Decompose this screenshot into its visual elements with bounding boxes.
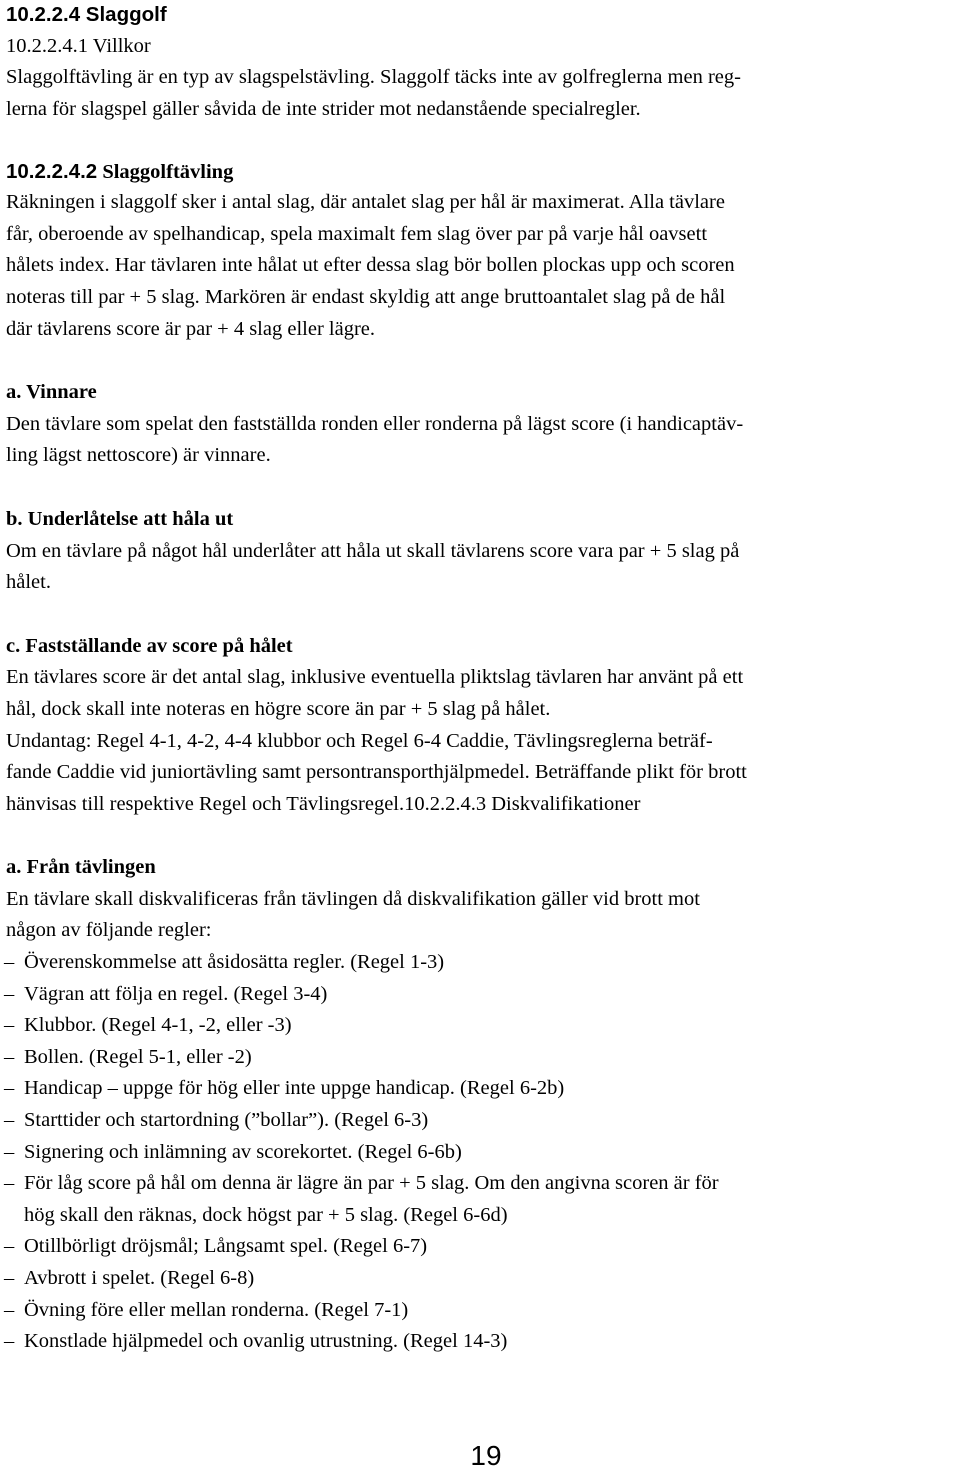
rule-list-item <box>6 1073 956 1105</box>
rule-list-item <box>6 1263 956 1295</box>
rule-list-item-text: Avbrott i spelet. (Regel 6-8) <box>24 1267 255 1289</box>
paragraph-fran-tavlingen <box>6 852 956 1358</box>
document-page <box>6 0 956 1358</box>
list-dash: – <box>4 1172 15 1195</box>
subsection-villkor <box>6 30 956 125</box>
rule-list-item <box>6 1105 956 1137</box>
list-dash: – <box>4 1109 15 1132</box>
rule-list-item-text: För låg score på hål om denna är lägre än par + 5 slag. Om den angivna scoren är för <box>24 1172 719 1195</box>
fran-tavlingen-heading: a. Från tävlingen <box>6 856 156 879</box>
rule-list-item-text: hög skall den räknas, dock högst par + 5 slag. (Regel 6-6d) <box>24 1203 508 1226</box>
underlatelse-line-2: hålet. <box>6 571 51 594</box>
fran-tavlingen-intro-line-1: En tävlare skall diskvalificeras från tävlingen då diskvalifikation gäller vid brott mot <box>6 887 700 910</box>
subsection-slaggolftavling <box>6 157 956 345</box>
rule-list-item-text: Vägran att följa en regel. (Regel 3-4) <box>24 982 328 1005</box>
subsection-slaggolftavling-title: Slaggolftävling <box>102 161 234 184</box>
slaggolftavling-line-1: Räkningen i slaggolf sker i antal slag, där antalet slag per hål är maximerat. Alla tävlare <box>6 191 725 214</box>
list-dash: – <box>4 1235 15 1258</box>
rule-list-item <box>6 1010 956 1042</box>
rule-list-item-text: Signering och inlämning av scorekortet. (Regel 6-6b) <box>24 1140 462 1163</box>
faststallande-heading: c. Fastställande av score på hålet <box>6 634 293 657</box>
faststallande-line-2: hål, dock skall inte noteras en högre score än par + 5 slag på hålet. <box>6 697 551 720</box>
list-dash: – <box>4 1267 15 1289</box>
vinnare-line-1: Den tävlare som spelat den fastställda ronden eller ronderna på lägst score (i handicaptäv- <box>6 412 744 435</box>
slaggolftavling-line-5: där tävlarens score är par + 4 slag eller lägre. <box>6 317 375 340</box>
underlatelse-line-1: Om en tävlare på något hål underlåter att håla ut skall tävlarens score vara par + 5 slag på <box>6 539 740 562</box>
villkor-line-2: lerna för slagspel gäller såvida de inte strider mot nedanstående specialregler. <box>6 97 641 120</box>
rule-list-item <box>6 1326 956 1358</box>
faststallande-line-4: fande Caddie vid juniortävling samt persontransporthjälpmedel. Beträffande plikt för brott <box>6 761 747 784</box>
section-heading-title: Slaggolf <box>85 3 167 26</box>
page-number: 19 <box>470 1440 502 1471</box>
subsection-slaggolftavling-heading <box>6 157 956 187</box>
subsection-slaggolftavling-number: 10.2.2.4.2 <box>6 160 98 184</box>
rule-list-item <box>6 947 956 979</box>
rule-list-item-text: Starttider och startordning (”bollar”). (Regel 6-3) <box>24 1109 429 1132</box>
list-dash: – <box>4 1014 15 1037</box>
paragraph-faststallande <box>6 631 956 821</box>
rule-list-item-text: Otillbörligt dröjsmål; Långsamt spel. (Regel 6-7) <box>24 1235 428 1258</box>
list-dash: – <box>4 982 15 1005</box>
section-heading-number: 10.2.2.4 <box>6 3 81 26</box>
faststallande-line-1: En tävlares score är det antal slag, inklusive eventuella pliktslag tävlaren har använt på ett <box>6 666 744 689</box>
list-dash: – <box>4 1077 15 1100</box>
rule-list-item-text: Klubbor. (Regel 4-1, -2, eller -3) <box>24 1014 292 1037</box>
villkor-line-1: Slaggolftävling är en typ av slagspelstävling. Slaggolf täcks inte av golfreglerna men reg- <box>6 66 741 88</box>
list-dash: – <box>4 951 15 974</box>
list-dash: – <box>4 1298 15 1321</box>
rule-list-item <box>6 1042 956 1074</box>
slaggolftavling-line-4: noteras till par + 5 slag. Markören är endast skyldig att ange bruttoantalet slag på de hål <box>6 285 726 308</box>
rule-list-item-text: Överenskommelse att åsidosätta regler. (Regel 1-3) <box>24 951 445 974</box>
section-heading <box>6 0 956 30</box>
paragraph-vinnare <box>6 377 956 472</box>
rule-list-item-text: Handicap – uppge för hög eller inte uppge handicap. (Regel 6-2b) <box>24 1077 565 1100</box>
vinnare-heading: a. Vinnare <box>6 381 97 404</box>
slaggolftavling-line-2: får, oberoende av spelhandicap, spela maximalt fem slag över par på varje hål oavsett <box>6 222 708 245</box>
rule-list-item-text: Övning före eller mellan ronderna. (Regel 7-1) <box>24 1298 409 1321</box>
rule-list-item <box>6 1295 956 1327</box>
rule-list-item-text: Konstlade hjälpmedel och ovanlig utrustning. (Regel 14-3) <box>24 1330 508 1353</box>
rule-list-item-text: Bollen. (Regel 5-1, eller -2) <box>24 1045 252 1068</box>
underlatelse-heading: b. Underlåtelse att håla ut <box>6 507 234 530</box>
subsection-villkor-heading: 10.2.2.4.1 Villkor <box>6 35 151 57</box>
vinnare-line-2: ling lägst nettoscore) är vinnare. <box>6 444 271 467</box>
rule-list-item <box>6 1231 956 1263</box>
disqualification-rule-list <box>6 947 956 1358</box>
faststallande-line-5: hänvisas till respektive Regel och Tävlingsregel.10.2.2.4.3 Diskvalifikationer <box>6 792 641 815</box>
list-dash: – <box>4 1330 15 1353</box>
slaggolftavling-line-3: hålets index. Har tävlaren inte hålat ut efter dessa slag bör bollen plockas upp och scoren <box>6 254 735 277</box>
faststallande-line-3: Undantag: Regel 4-1, 4-2, 4-4 klubbor och Regel 6-4 Caddie, Tävlingsreglerna beträf- <box>6 729 713 752</box>
rule-list-item <box>6 979 956 1011</box>
rule-list-item <box>6 1137 956 1169</box>
paragraph-underlatelse <box>6 504 956 599</box>
list-dash: – <box>4 1140 15 1163</box>
list-dash: – <box>4 1045 15 1068</box>
fran-tavlingen-intro-line-2: någon av följande regler: <box>6 919 212 942</box>
rule-list-item <box>6 1168 956 1231</box>
